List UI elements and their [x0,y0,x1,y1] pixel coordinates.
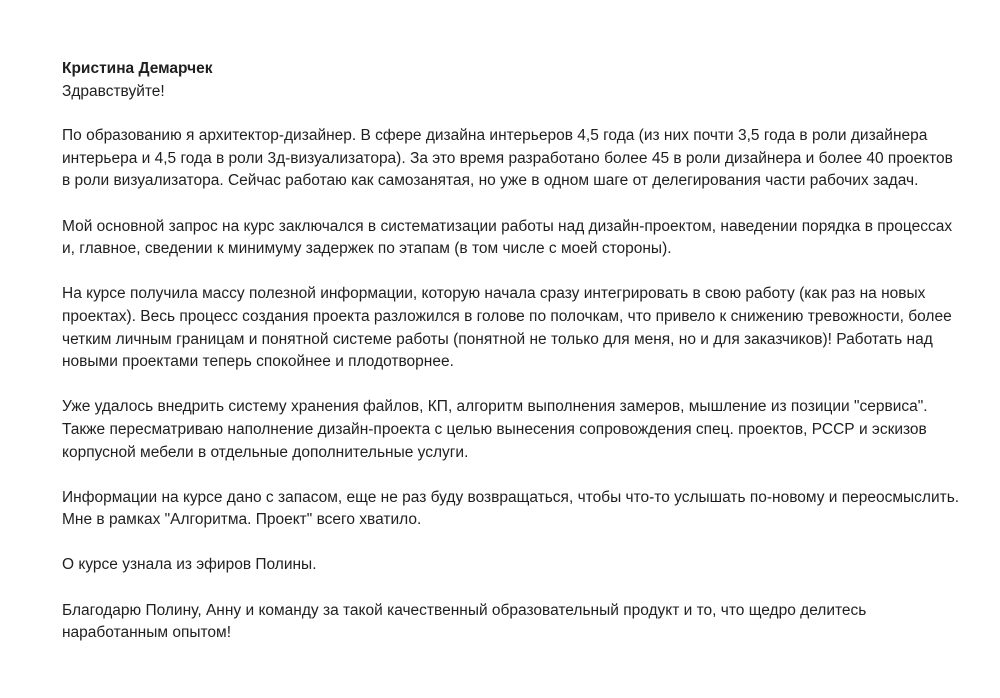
review-paragraph-6: О курсе узнала из эфиров Полины. [62,556,317,574]
review-paragraph-7: Благодарю Полину, Анну и команду за такой качественный образовательный продукт и то, что щедро делитесь наработанным опытом! [62,601,867,642]
review-paragraph-5: Информации на курсе дано с запасом, еще не раз буду возвращаться, чтобы что-то услышать по-новому и переосмыслить. Мне в рамках "Алгоритма. Проект" всего хватило. [62,488,960,529]
review-author: Кристина Демарчек [62,60,213,77]
review-paragraph-2: Мой основной запрос на курс заключался в систематизации работы над дизайн-проектом, наведении порядка в процессах и, главное, сведении к минимуму задержек по этапам (в том числе с моей стороны). [62,217,953,258]
review-card [62,58,962,645]
review-paragraph-1: По образованию я архитектор-дизайнер. В сфере дизайна интерьеров 4,5 года (из них почти 3,5 года в роли дизайнера интерьера и 4,5 года в роли 3д-визуализатора). За это время разработано более 45 в роли дизайнера и более 40 проектов в роли визуализатора. Сейчас работаю как самозанятая, но уже в одном шаге от делегирования части рабочих задач. [62,127,953,190]
review-paragraph-3: На курсе получила массу полезной информации, которую начала сразу интегрировать в свою работу (как раз на новых проектах). Весь процесс создания проекта разложился в голове по полочкам, что привело к снижению тревожности, более четким личным границам и понятной системе работы (понятной не только для меня, но и для заказчиков)! Работать над новыми проектами теперь спокойнее и плодотворнее. [62,285,952,371]
review-greeting: Здравствуйте! [62,82,165,100]
review-paragraph-4: Уже удалось внедрить систему хранения файлов, КП, алгоритм выполнения замеров, мышление из позиции "сервиса". Также пересматриваю наполнение дизайн-проекта с целью вынесения сопровождения спец. проектов, РССР и эскизов корпусной мебели в отдельные дополнительные услуги. [62,398,928,461]
